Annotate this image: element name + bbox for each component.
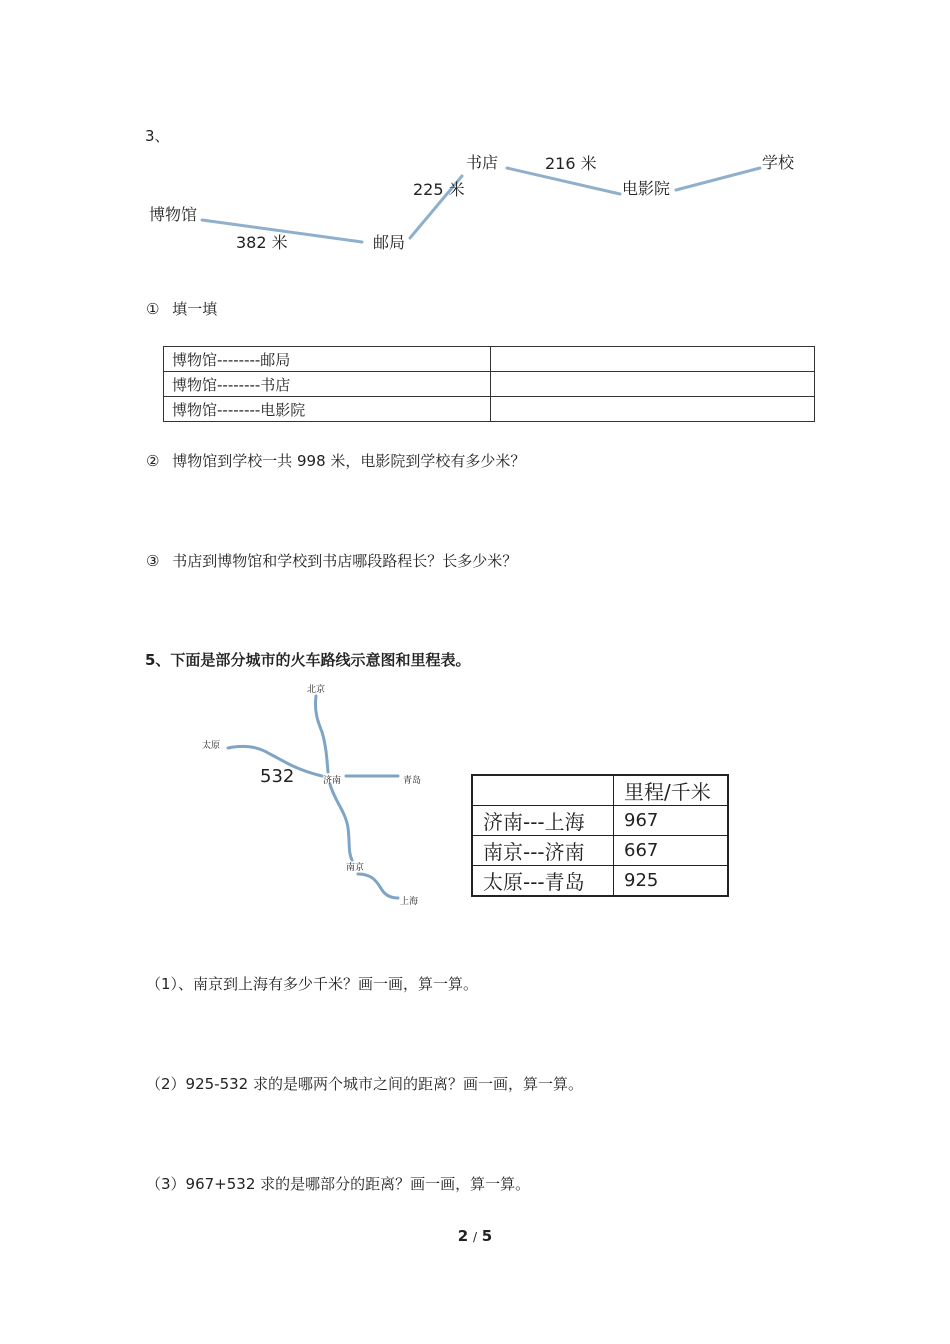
place-cinema: 电影院 (622, 179, 671, 198)
route-cell: 太原---青岛 (472, 866, 614, 897)
city-qingdao: 青岛 (403, 776, 422, 786)
sub-question-3-text: 书店到博物馆和学校到书店哪段路程长？长多少米？ (172, 552, 518, 570)
rail-nanjing-shanghai (358, 874, 398, 898)
km-cell: 667 (614, 836, 729, 866)
distance-225: 225 米 (413, 180, 465, 199)
rail-jinan-nanjing (330, 784, 352, 860)
route-cell: 博物馆--------电影院 (164, 397, 491, 422)
city-beijing: 北京 (307, 685, 326, 695)
circled-number-2: ② (146, 452, 160, 470)
header-empty-cell (472, 775, 614, 806)
distance-216: 216 米 (545, 154, 597, 173)
circled-number-3: ③ (146, 552, 160, 570)
rail-beijing-jinan (315, 696, 328, 772)
table-row (472, 806, 728, 836)
current-page: 2 (457, 1227, 469, 1245)
city-jinan: 济南 (323, 776, 342, 786)
distance-382: 382 米 (236, 233, 288, 252)
place-museum: 博物馆 (149, 205, 198, 224)
sub-question-2-text: 博物馆到学校一共 998 米，电影院到学校有多少米？ (172, 452, 526, 470)
city-shanghai: 上海 (400, 897, 419, 907)
place-post-office: 邮局 (373, 233, 406, 252)
km-cell: 925 (614, 866, 729, 897)
km-cell: 967 (614, 806, 729, 836)
question-5-part-3: （3）967+532 求的是哪部分的距离？画一画，算一算。 (146, 1175, 531, 1193)
table-row (472, 866, 728, 897)
table-row (472, 775, 728, 806)
mileage-table (471, 774, 729, 897)
table-row (472, 836, 728, 866)
sub-question-1-text: 填一填 (172, 300, 218, 318)
route-cell: 济南---上海 (472, 806, 614, 836)
question-5-part-2: （2）925-532 求的是哪两个城市之间的距离？画一画，算一算。 (146, 1075, 583, 1093)
place-bookstore: 书店 (466, 153, 499, 172)
place-school: 学校 (762, 153, 795, 172)
route-cell: 博物馆--------邮局 (164, 347, 491, 372)
question-5-heading: 5、下面是部分城市的火车路线示意图和里程表。 (145, 651, 471, 669)
mileage-header: 里程/千米 (614, 775, 729, 806)
page-separator: / (472, 1230, 478, 1244)
route-cell: 南京---济南 (472, 836, 614, 866)
question-5-part-1: （1）、南京到上海有多少千米？画一画，算一算。 (146, 975, 479, 993)
question-3-number: 3、 (145, 127, 170, 145)
city-nanjing: 南京 (346, 863, 365, 873)
city-taiyuan: 太原 (202, 741, 221, 751)
page-number (0, 1226, 950, 1247)
total-pages: 5 (481, 1227, 493, 1245)
circled-number-1: ① (146, 300, 160, 318)
route-cell: 博物馆--------书店 (164, 372, 491, 397)
distance-532: 532 (260, 766, 295, 787)
